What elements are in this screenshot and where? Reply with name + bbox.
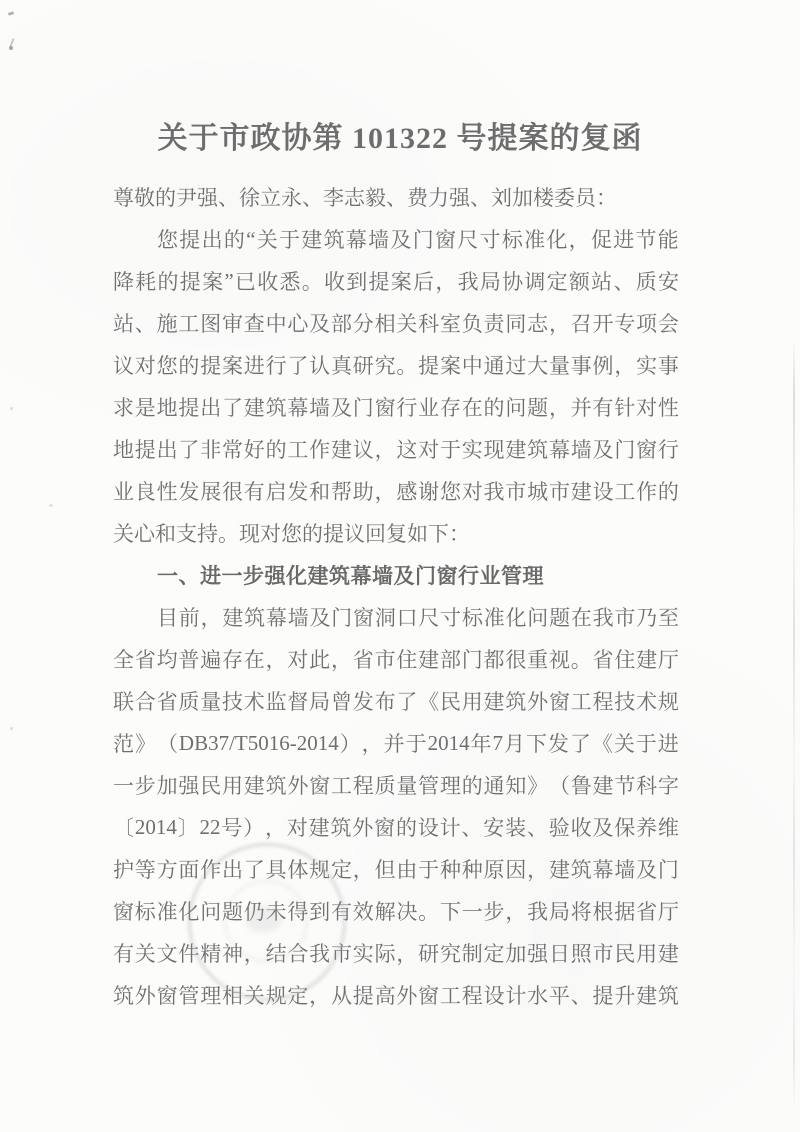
text-line: 护 等 方 面 作 出 了 具 体 规 定 ， 但 由 于 种 种 原 因 ， 建 筑 幕 墙 及 门 — [113, 858, 679, 882]
text-line: 降 耗 的 提 案 ” 已 收 悉 。 收 到 提 案 后 ， 我 局 协 调 定 额 站 、 质 安 — [113, 268, 679, 294]
ink-speck — [9, 46, 13, 50]
text-line: 站 、 施 工 图 审 查 中 心 及 部 分 相 关 科 室 负 责 同 志 ， 召 开 专 项 会 — [113, 312, 679, 336]
text-line: 您 提 出 的 “ 关 于 建 筑 幕 墙 及 门 窗 尺 寸 标 准 化 ， 促 进 节 能 — [157, 226, 679, 252]
seal-bleedthrough-smudge — [246, 906, 282, 932]
text-line: 关心和支持。现对您的提议回复如下： — [113, 522, 470, 546]
text-line: 筑 外 窗 管 理 相 关 规 定 ， 从 提 高 外 窗 工 程 设 计 水 平 、 提 升 建 筑 — [113, 984, 679, 1008]
text-line: 业 良 性 发 展 很 有 启 发 和 帮 助 ， 感 谢 您 对 我 市 城 市 建 设 工 作 的 — [113, 480, 679, 504]
ink-speck — [10, 727, 13, 730]
ink-speck — [10, 407, 13, 410]
text-line: 范 》 （ DB37/T5016-2014 ） ， 并 于 2014 年 7 月 下 发 了 《 关 于 进 — [113, 730, 679, 756]
text-line: 联 合 省 质 量 技 术 监 督 局 曾 发 布 了 《 民 用 建 筑 外 窗 工 程 技 术 规 — [113, 690, 679, 714]
scanner-streak-artifact — [793, 338, 795, 1110]
text-line: 窗 标 准 化 问 题 仍 未 得 到 有 效 解 决 。 下 一 步 ， 我 局 将 根 据 省 厅 — [113, 900, 679, 924]
text-line: 尊敬的尹强、徐立永、李志毅、费力强、刘加楼委员： — [113, 186, 617, 210]
text-line: 〔 2014 〕 22 号 ） ， 对 建 筑 外 窗 的 设 计 、 安 装 、 验 收 及 保 养 维 — [113, 814, 679, 840]
text-line: 一 步 加 强 民 用 建 筑 外 窗 工 程 质 量 管 理 的 通 知 》 （ 鲁 建 节 科 字 — [113, 774, 679, 798]
text-line: 地 提 出 了 非 常 好 的 工 作 建 议 ， 这 对 于 实 现 建 筑 幕 墙 及 门 窗 行 — [113, 438, 679, 462]
text-line: 全 省 均 普 遍 存 在 ， 对 此 ， 省 市 住 建 部 门 都 很 重 视 。 省 住 建 厅 — [113, 648, 679, 672]
text-line: 目 前 ， 建 筑 幕 墙 及 门 窗 洞 口 尺 寸 标 准 化 问 题 在 我 市 乃 至 — [157, 606, 679, 630]
section-heading: 一、进一步强化建筑幕墙及门窗行业管理 — [157, 565, 544, 588]
text-line: 议 对 您 的 提 案 进 行 了 认 真 研 究 。 提 案 中 通 过 大 量 事 例 ， 实 事 — [113, 354, 679, 378]
text-line: 有 关 文 件 精 神 ， 结 合 我 市 实 际 ， 研 究 制 定 加 强 日 照 市 民 用 建 — [113, 942, 679, 966]
page-title: 关于市政协第 101322 号提案的复函 — [157, 122, 643, 155]
ink-speck — [49, 504, 53, 507]
text-line: 求 是 地 提 出 了 建 筑 幕 墙 及 门 窗 行 业 存 在 的 问 题 ， 并 有 针 对 性 — [113, 396, 679, 420]
ink-speck — [8, 11, 15, 16]
